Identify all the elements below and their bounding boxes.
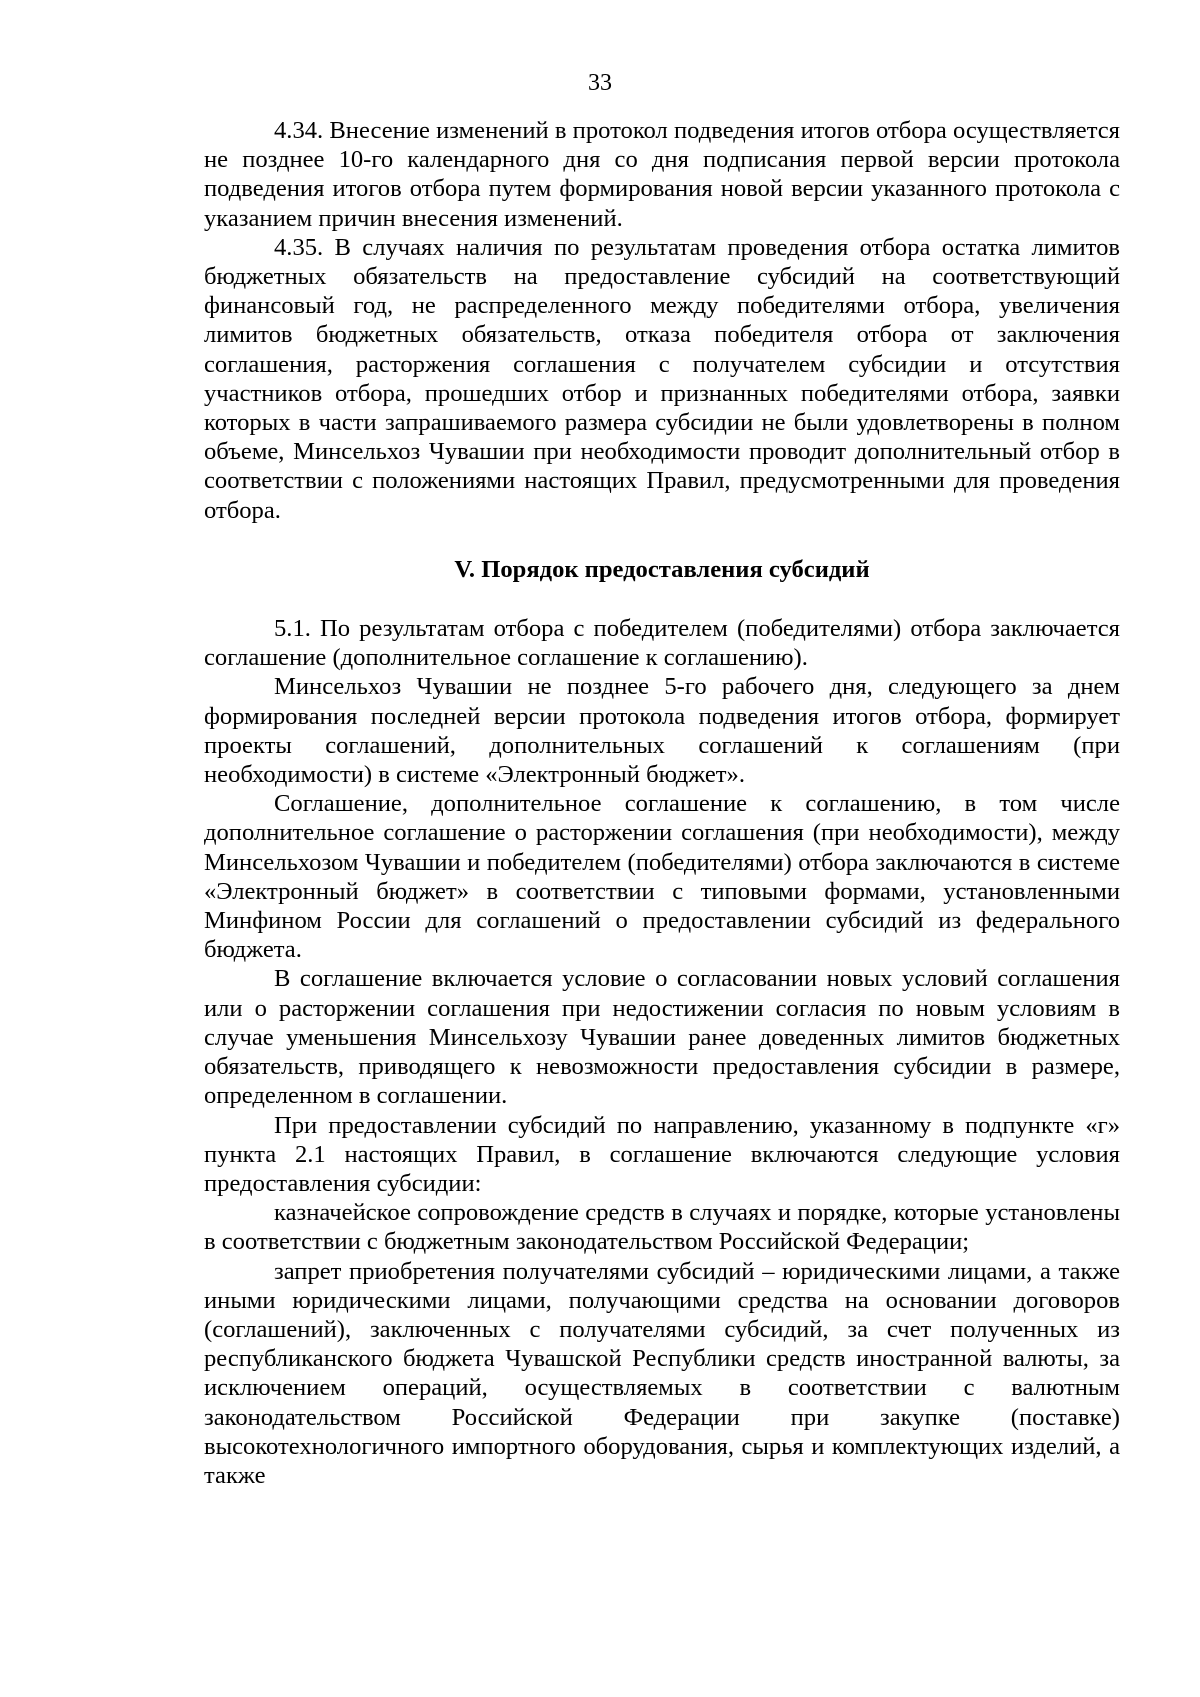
section-heading: V. Порядок предоставления субсидий (454, 555, 870, 583)
page-number: 33 (588, 70, 612, 96)
paragraph: Минсельхоз Чувашии не позднее 5-го рабочего дня, следующего за днем формирования последней версии протокола подведения итогов отбора, формирует проекты соглашений, дополнительных соглашений к соглашениям (при необходимости) в системе «Электронный бюджет». (204, 673, 1120, 789)
paragraph: При предоставлении субсидий по направлению, указанному в подпункте «г» пункта 2.1 настоящих Правил, в соглашение включаются следующие условия предоставления субсидии: (204, 1111, 1120, 1197)
document-body (204, 116, 1120, 1490)
paragraph: казначейское сопровождение средств в случаях и порядке, которые установлены в соответствии с бюджетным законодательством Российской Федерации; (204, 1199, 1120, 1256)
paragraph: запрет приобретения получателями субсидий – юридическими лицами, а также иными юридическими лицами, получающими средства на основании договоров (соглашений), заключенных с получателями субсидий, за счет полученных из республиканского бюджета Чувашской Республики средств иностранной валюты, за исключением операций, осуществляемых в соответствии с валютным законодательством Российской Федерации при закупке (поставке) высокотехнологичного импортного оборудования, сырья и комплектующих изделий, а также (204, 1257, 1120, 1489)
paragraph-5-1: 5.1. По результатам отбора с победителем (победителями) отбора заключается соглашение (дополнительное соглашение к соглашению). (204, 615, 1120, 672)
paragraph-4-35: 4.35. В случаях наличия по результатам проведения отбора остатка лимитов бюджетных обязательств на предоставление субсидий на соответствующий финансовый год, не распределенного между победителями отбора, увеличения лимитов бюджетных обязательств, отказа победителя отбора от заключения соглашения, расторжения соглашения с получателем субсидии и отсутствия участников отбора, прошедших отбор и признанных победителями отбора, заявки которых в части запрашиваемого размера субсидии не были удовлетворены в полном объеме, Минсельхоз Чувашии при необходимости проводит дополнительный отбор в соответствии с положениями настоящих Правил, предусмотренными для проведения отбора. (204, 233, 1120, 524)
paragraph-4-34: 4.34. Внесение изменений в протокол подведения итогов отбора осуществляется не позднее 10-го календарного дня со дня подписания первой версии протокола подведения итогов отбора путем формирования новой версии указанного протокола с указанием причин внесения изменений. (204, 117, 1120, 232)
paragraph: Соглашение, дополнительное соглашение к соглашению, в том числе дополнительное соглашение о расторжении соглашения (при необходимости), между Минсельхозом Чувашии и победителем (победителями) отбора заключаются в системе «Электронный бюджет» в соответствии с типовыми формами, установленными Минфином России для соглашений о предоставлении субсидий из федерального бюджета. (204, 790, 1120, 964)
paragraph: В соглашение включается условие о согласовании новых условий соглашения или о расторжении соглашения при недостижении согласия по новым условиям в случае уменьшения Минсельхозу Чувашии ранее доведенных лимитов бюджетных обязательств, приводящего к невозможности предоставления субсидии в размере, определенном в соглашении. (204, 965, 1120, 1110)
